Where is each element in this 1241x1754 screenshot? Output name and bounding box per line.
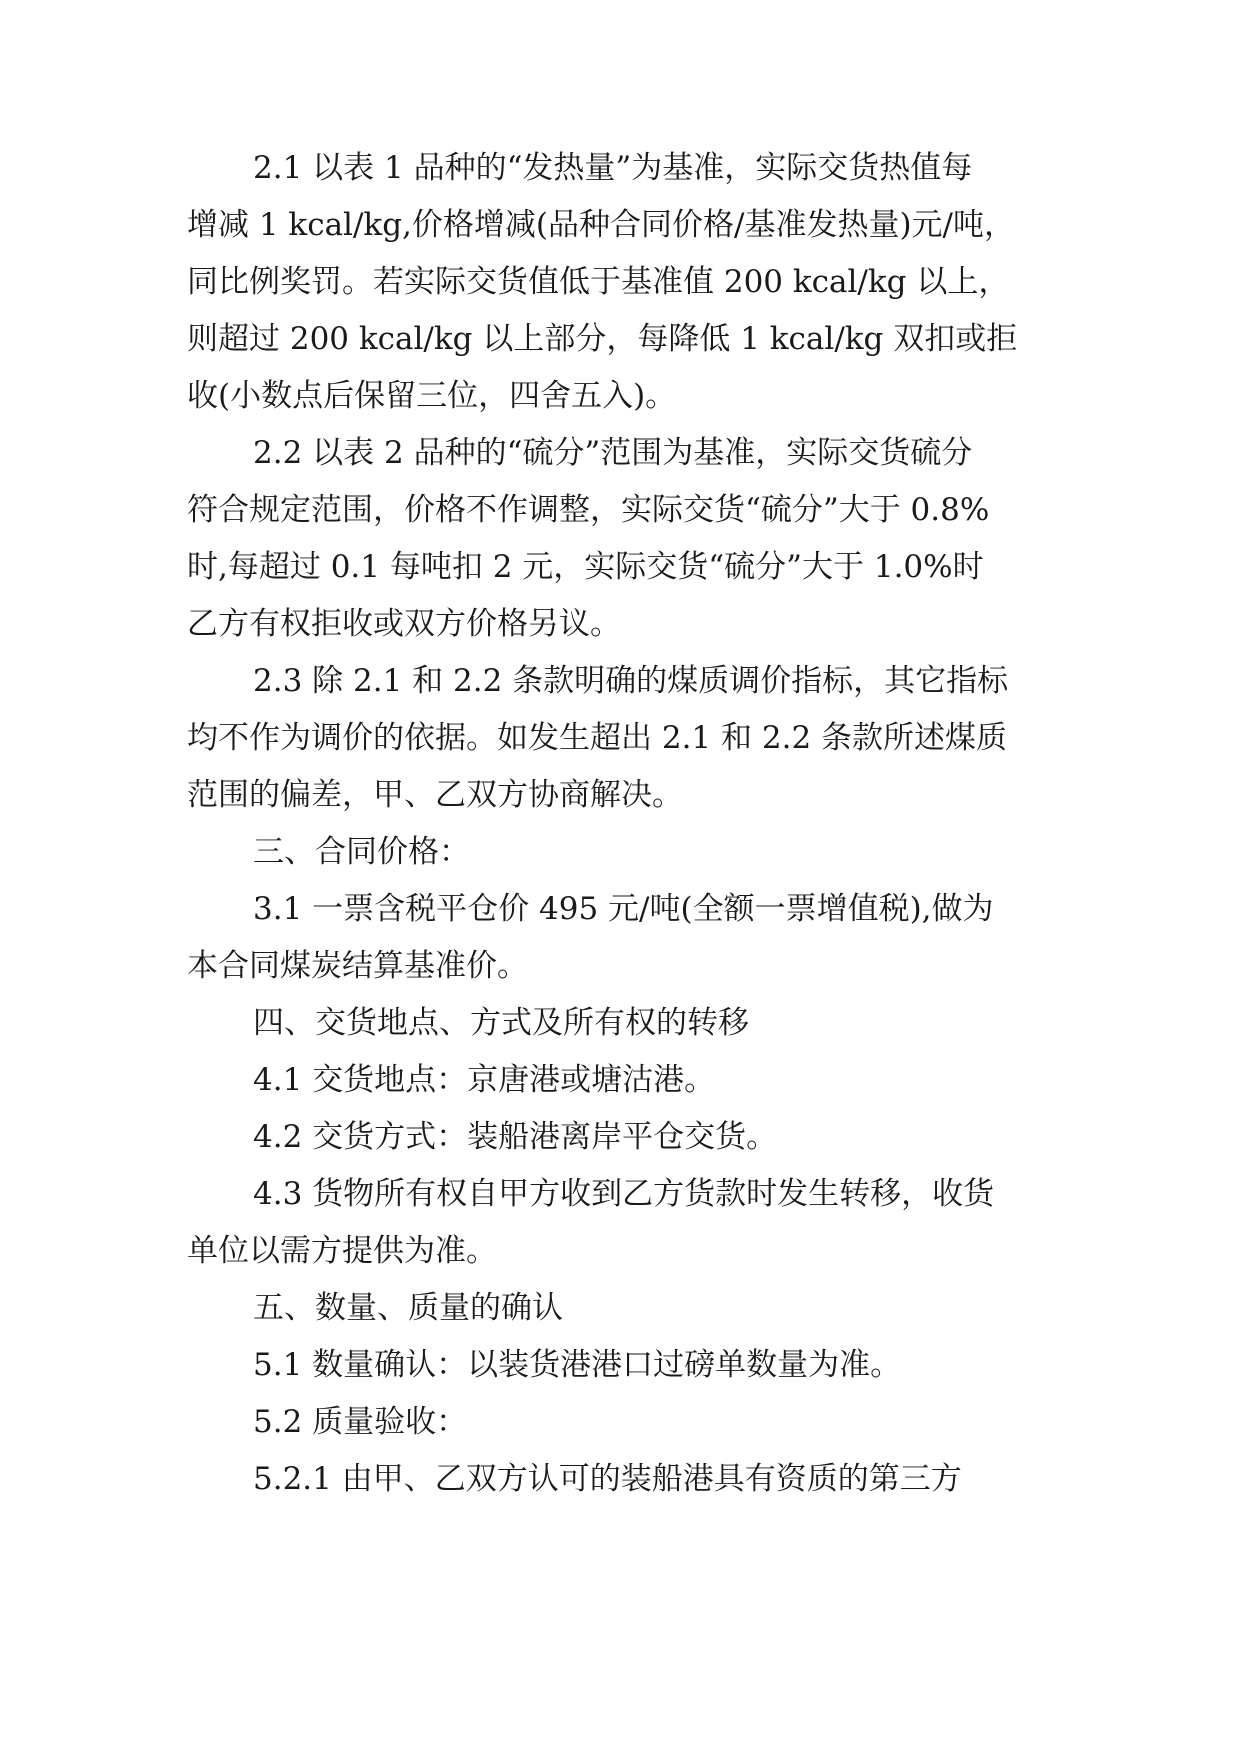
text-line: 本合同煤炭结算基准价。 — [187, 948, 528, 984]
text-line: 单位以需方提供为准。 — [187, 1233, 497, 1269]
text-line: 则超过 200 kcal/kg 以上部分，每降低 1 kcal/kg 双扣或拒 — [187, 321, 1018, 357]
section-heading: 五、数量、质量的确认 — [253, 1290, 563, 1326]
text-line: 5.1 数量确认：以装货港港口过磅单数量为准。 — [253, 1347, 902, 1383]
text-line: 增减 1 kcal/kg,价格增减(品种合同价格/基准发热量)元/吨， — [187, 207, 1015, 243]
text-line: 5.2 质量验收： — [253, 1404, 468, 1440]
text-line: 3.1 一票含税平仓价 495 元/吨(全额一票增值税),做为 — [253, 891, 994, 927]
text-line: 5.2.1 由甲、乙双方认可的装船港具有资质的第三方 — [253, 1461, 962, 1497]
text-line: 同比例奖罚。若实际交货值低于基准值 200 kcal/kg 以上， — [187, 264, 1010, 300]
text-line: 均不作为调价的依据。如发生超出 2.1 和 2.2 条款所述煤质 — [187, 720, 1008, 756]
text-line: 2.3 除 2.1 和 2.2 条款明确的煤质调价指标，其它指标 — [253, 663, 1009, 699]
text-line: 符合规定范围，价格不作调整，实际交货“硫分”大于 0.8% — [187, 492, 990, 528]
text-line: 时,每超过 0.1 每吨扣 2 元，实际交货“硫分”大于 1.0%时 — [187, 549, 984, 585]
text-line: 4.1 交货地点：京唐港或塘沽港。 — [253, 1062, 716, 1098]
text-line: 2.2 以表 2 品种的“硫分”范围为基准，实际交货硫分 — [253, 435, 973, 471]
text-line: 收(小数点后保留三位，四舍五入)。 — [187, 378, 677, 414]
text-line: 乙方有权拒收或双方价格另议。 — [187, 606, 621, 642]
text-line: 4.3 货物所有权自甲方收到乙方货款时发生转移，收货 — [253, 1176, 995, 1212]
text-line: 2.1 以表 1 品种的“发热量”为基准，实际交货热值每 — [253, 150, 973, 186]
text-line: 4.2 交货方式：装船港离岸平仓交货。 — [253, 1119, 778, 1155]
text-line: 范围的偏差，甲、乙双方协商解决。 — [187, 777, 683, 813]
section-heading: 四、交货地点、方式及所有权的转移 — [253, 1005, 749, 1041]
section-heading: 三、合同价格： — [253, 834, 470, 870]
